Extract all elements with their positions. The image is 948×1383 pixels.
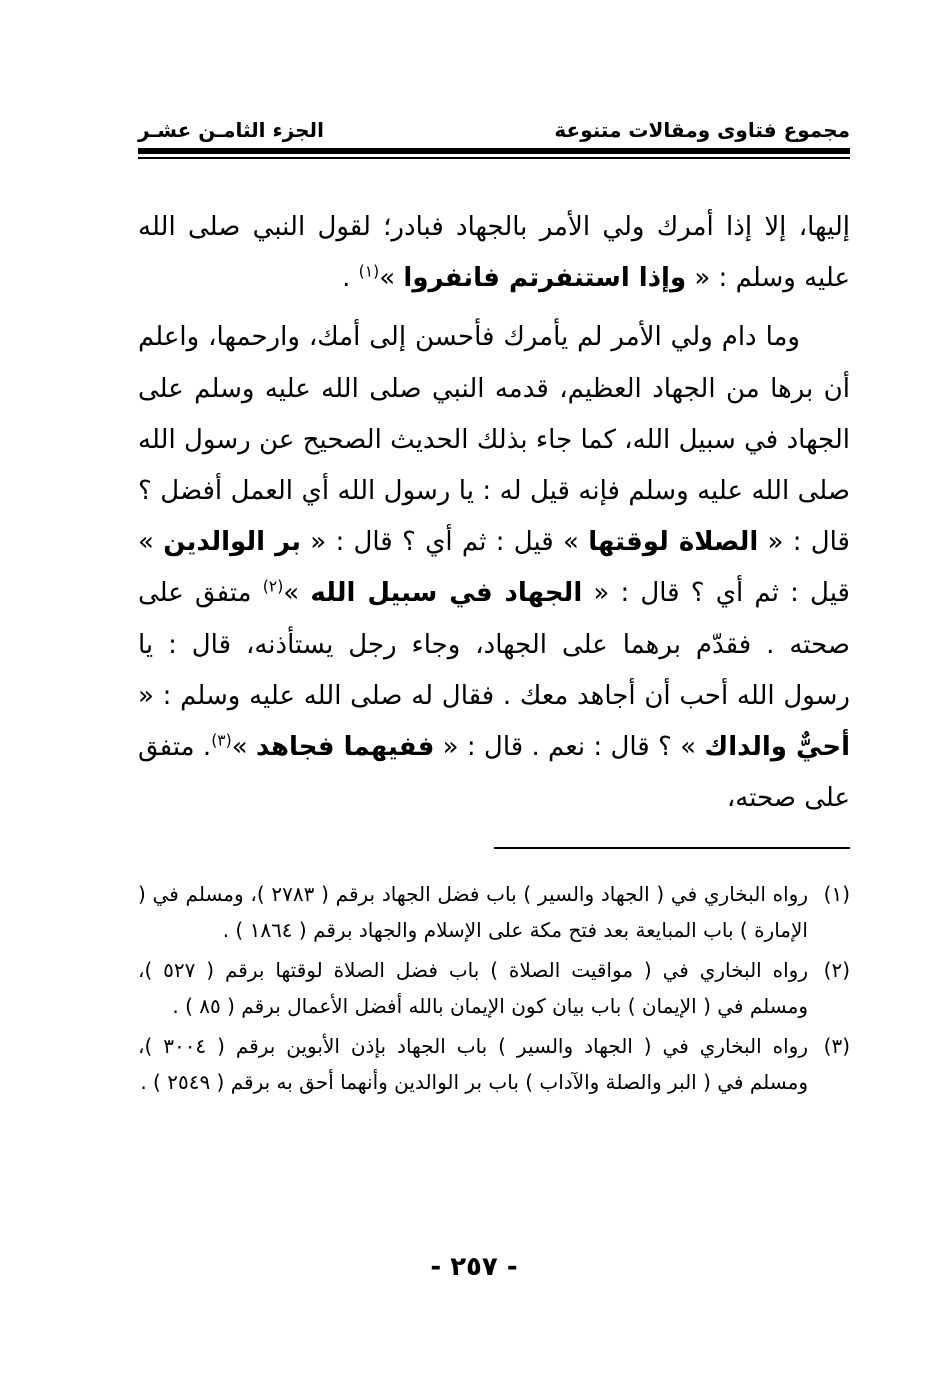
footnote-number: (١) <box>823 882 850 906</box>
header-rule-thick <box>138 148 850 154</box>
paragraph-1 <box>138 202 850 304</box>
footnote-number: (٢) <box>823 958 850 982</box>
footnote-text: رواه البخاري في ( الجهاد والسير ) باب الجهاد بإذن الأبوين برقم ( ٣٠٠٤ )، ومسلم في ( البر والصلة والآداب ) باب بر الوالدين وأنهما أحق به برقم ( ٢٥٤٩ ) . <box>138 1034 808 1094</box>
hadith-quote: أحيٌّ والداك <box>704 732 850 763</box>
text-run: » قيل : ثم أي ؟ قال : « <box>138 527 850 609</box>
text-run: . متفق على صحته، <box>138 732 850 814</box>
hadith-quote: بر الوالدين <box>163 527 302 558</box>
text-run: إليها، إلا إذا أمرك ولي الأمر بالجهاد فبادر؛ لقول النبي صلى الله عليه وسلم : « <box>138 212 850 294</box>
hadith-quote: ففيهما فجاهد <box>255 732 435 763</box>
text-run: » <box>283 578 311 609</box>
volume-label: الجزء الثامـن عشـر <box>138 118 324 142</box>
footnote <box>138 952 850 1024</box>
book-title: مجموع فتاوى ومقالات متنوعة <box>554 118 850 142</box>
footnote-text: رواه البخاري في ( مواقيت الصلاة ) باب فضل الصلاة لوقتها برقم ( ٥٢٧ )، ومسلم في ( الإيمان ) باب بيان كون الإيمان بالله أفضل الأعمال برقم ( ٨٥ ) . <box>138 958 808 1018</box>
text-run: » ؟ قال : نعم . قال : « <box>434 732 705 763</box>
footnote-separator <box>494 847 850 849</box>
footnote-text: رواه البخاري في ( الجهاد والسير ) باب فضل الجهاد برقم ( ٢٧٨٣ )، ومسلم في ( الإمارة ) باب المبايعة بعد فتح مكة على الإسلام والجهاد برقم ( ١٨٦٤ ) . <box>138 882 808 942</box>
footnote-ref: (٣) <box>211 731 232 750</box>
text-run: وما دام ولي الأمر لم يأمرك فأحسن إلى أمك، وارحمها، واعلم أن برها من الجهاد العظيم، قدمه النبي صلى الله عليه وسلم على الجهاد في سبيل الله، كما جاء بذلك الحديث الصحيح عن رسول الله صلى الله عليه وسلم فإنه قيل له : يا رسول الله أي العمل أفضل ؟ قال : « <box>138 322 850 558</box>
hadith-quote: الجهاد في سبيل الله <box>310 578 583 609</box>
footnote <box>138 1028 850 1100</box>
text-run: » قيل : ثم أي ؟ قال : « <box>301 527 589 558</box>
footnote <box>138 876 850 948</box>
text-run: » <box>231 732 256 763</box>
hadith-quote: الصلاة لوقتها <box>588 527 759 558</box>
header-rule-thin <box>138 157 850 159</box>
footnotes <box>138 876 850 1104</box>
paragraph-2 <box>138 312 850 824</box>
footnote-ref: (٢) <box>262 577 284 596</box>
footnote-number: (٣) <box>823 1034 850 1058</box>
running-header <box>138 112 850 142</box>
text-run: . <box>342 263 359 294</box>
page-number: - ٢٥٧ - <box>430 1252 518 1282</box>
text-run: » <box>379 263 404 294</box>
footnote-ref: (١) <box>358 262 380 281</box>
text-run: متفق على صحته . فقدّم برهما على الجهاد، وجاء رجل يستأذنه، قال : يا رسول الله أحب أن أجاهد معك . فقال له صلى الله عليه وسلم : « <box>138 578 850 711</box>
main-text <box>138 202 850 824</box>
hadith-quote: وإذا استنفرتم فانفروا <box>403 263 687 294</box>
